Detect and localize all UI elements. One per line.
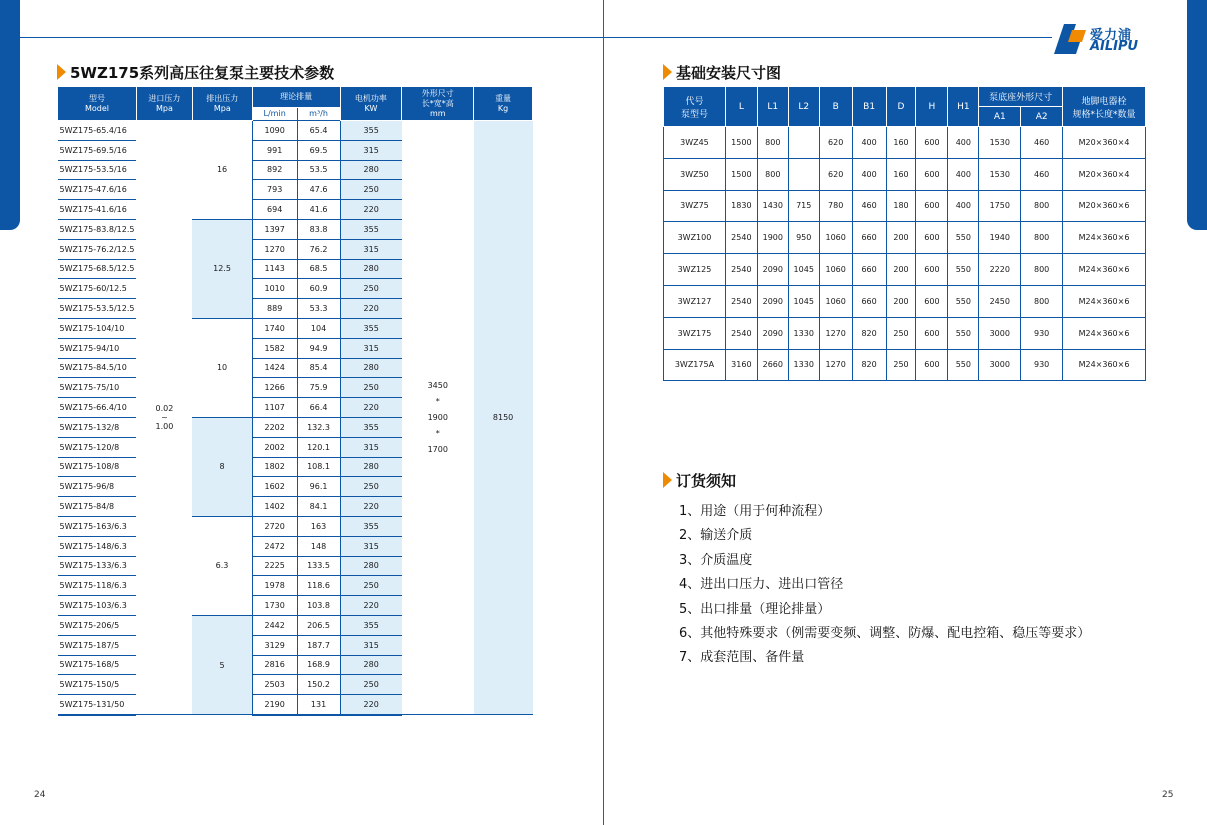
model-cell: 5WZ175-206/5: [58, 615, 137, 635]
power-cell: 315: [340, 140, 402, 160]
flow-m3h-cell: 96.1: [297, 477, 340, 497]
bolt-spec-cell: M24×360×6: [1063, 285, 1146, 317]
dim-header-base: 泵底座外形尺寸: [979, 87, 1063, 107]
power-cell: 220: [340, 398, 402, 418]
flow-lmin-cell: 2720: [252, 516, 297, 536]
dim-header-col: L: [725, 87, 757, 127]
order-note-item: 3、介质温度: [679, 552, 753, 568]
dimension-cell: 400: [948, 158, 979, 190]
dim-header-col: L2: [788, 87, 819, 127]
pump-model-cell: 3WZ175A: [664, 349, 726, 381]
flow-lmin-cell: 2503: [252, 675, 297, 695]
model-cell: 5WZ175-96/8: [58, 477, 137, 497]
section-marker-icon: [663, 472, 672, 488]
flow-m3h-cell: 83.8: [297, 219, 340, 239]
flow-m3h-cell: 76.2: [297, 239, 340, 259]
power-cell: 355: [340, 219, 402, 239]
order-notes-list: [679, 500, 1090, 671]
base-a2-cell: 930: [1021, 317, 1063, 349]
page-number-right: 25: [1162, 790, 1174, 800]
right-header-rule: [604, 37, 1052, 38]
dimension-cell: [788, 158, 819, 190]
base-a2-cell: 460: [1021, 158, 1063, 190]
flow-lmin-cell: 2190: [252, 695, 297, 715]
pump-model-cell: 3WZ127: [664, 285, 726, 317]
outlet-pressure-cell: 6.3: [192, 516, 252, 615]
dimension-cell: 600: [916, 190, 948, 222]
dimension-cell: 2540: [725, 317, 757, 349]
model-cell: 5WZ175-68.5/12.5: [58, 259, 137, 279]
model-cell: 5WZ175-132/8: [58, 417, 137, 437]
dimension-cell: 800: [757, 127, 788, 159]
flow-lmin-cell: 1010: [252, 279, 297, 299]
dimension-cell: 800: [757, 158, 788, 190]
flow-lmin-cell: 1107: [252, 398, 297, 418]
dimension-cell: 950: [788, 222, 819, 254]
model-cell: 5WZ175-150/5: [58, 675, 137, 695]
dimension-cell: 550: [948, 317, 979, 349]
power-cell: 355: [340, 417, 402, 437]
power-cell: 280: [340, 259, 402, 279]
dims-value-s2: *: [435, 428, 440, 438]
power-cell: 220: [340, 200, 402, 220]
power-cell: 280: [340, 457, 402, 477]
model-cell: 5WZ175-41.6/16: [58, 200, 137, 220]
power-cell: 250: [340, 477, 402, 497]
dimension-cell: 620: [819, 127, 852, 159]
base-a2-cell: 800: [1021, 254, 1063, 286]
inlet-pressure-cell: [136, 121, 192, 715]
flow-m3h-cell: 120.1: [297, 437, 340, 457]
model-cell: 5WZ175-131/50: [58, 695, 137, 715]
dims-section-title: [663, 62, 781, 83]
order-note-item: 6、其他特殊要求（例需要变频、调整、防爆、配电控箱、稳压等要求）: [679, 626, 1091, 642]
order-note-item: 1、用途（用于何种流程）: [679, 504, 831, 519]
model-cell: 5WZ175-84.5/10: [58, 358, 137, 378]
dimension-cell: 1330: [788, 317, 819, 349]
outlet-pressure-cell: 12.5: [192, 219, 252, 318]
flow-m3h-cell: 53.3: [297, 299, 340, 319]
dimension-cell: 660: [852, 254, 886, 286]
dim-header-col: B: [819, 87, 852, 127]
model-cell: 5WZ175-168/5: [58, 655, 137, 675]
flow-lmin-cell: 889: [252, 299, 297, 319]
pump-model-cell: 3WZ100: [664, 222, 726, 254]
power-cell: 280: [340, 358, 402, 378]
dim-header-col: L1: [757, 87, 788, 127]
model-cell: 5WZ175-60/12.5: [58, 279, 137, 299]
table-row: [58, 121, 533, 141]
flow-m3h-cell: 131: [297, 695, 340, 715]
dim-header-col: B1: [852, 87, 886, 127]
dimension-cell: 1500: [725, 127, 757, 159]
flow-lmin-cell: 1143: [252, 259, 297, 279]
model-cell: 5WZ175-118/6.3: [58, 576, 137, 596]
flow-lmin-cell: 1424: [252, 358, 297, 378]
left-page-tab: [0, 0, 20, 230]
dimension-cell: 780: [819, 190, 852, 222]
header-power: 电机功率 KW: [340, 87, 402, 121]
dimension-cell: 550: [948, 349, 979, 381]
brand-name-cn: 爱力浦: [1090, 28, 1133, 43]
table-row: [664, 254, 1146, 286]
flow-m3h-cell: 85.4: [297, 358, 340, 378]
flow-m3h-cell: 53.5: [297, 160, 340, 180]
table-row: [664, 158, 1146, 190]
base-a1-cell: 1530: [979, 127, 1021, 159]
flow-lmin-cell: 2442: [252, 615, 297, 635]
power-cell: 280: [340, 655, 402, 675]
logo-mark-icon: [1054, 24, 1086, 54]
base-a2-cell: 800: [1021, 285, 1063, 317]
table-row: [664, 349, 1146, 381]
dimension-cell: 400: [948, 190, 979, 222]
dimensions-cell: [402, 121, 474, 715]
order-note-item: 2、输送介质: [679, 528, 753, 544]
left-header-rule: [20, 37, 603, 38]
flow-lmin-cell: 1397: [252, 219, 297, 239]
dimension-cell: 2660: [757, 349, 788, 381]
flow-lmin-cell: 3129: [252, 635, 297, 655]
dims-value-s1: *: [435, 396, 440, 406]
dimension-cell: 200: [886, 222, 916, 254]
flow-lmin-cell: 1802: [252, 457, 297, 477]
flow-m3h-cell: 148: [297, 536, 340, 556]
power-cell: 355: [340, 121, 402, 141]
page-number-left: 24: [34, 790, 46, 800]
flow-m3h-cell: 75.9: [297, 378, 340, 398]
spec-table: [57, 86, 533, 716]
dimension-cell: 715: [788, 190, 819, 222]
outlet-pressure-cell: 8: [192, 417, 252, 516]
flow-m3h-cell: 66.4: [297, 398, 340, 418]
dimension-cell: 180: [886, 190, 916, 222]
dimension-cell: 660: [852, 285, 886, 317]
spec-title-text: 5WZ175系列高压往复泵主要技术参数: [70, 64, 335, 82]
section-marker-icon: [57, 64, 66, 80]
dimension-cell: 2090: [757, 285, 788, 317]
flow-lmin-cell: 2472: [252, 536, 297, 556]
dimension-cell: 550: [948, 254, 979, 286]
flow-m3h-cell: 94.9: [297, 338, 340, 358]
right-page-tab: [1187, 0, 1207, 230]
dimension-cell: 550: [948, 222, 979, 254]
dimension-cell: 1430: [757, 190, 788, 222]
dimension-cell: 550: [948, 285, 979, 317]
brand-logo: [1054, 22, 1154, 56]
power-cell: 315: [340, 437, 402, 457]
flow-lmin-cell: 1270: [252, 239, 297, 259]
flow-m3h-cell: 150.2: [297, 675, 340, 695]
dimension-cell: 200: [886, 285, 916, 317]
model-cell: 5WZ175-47.6/16: [58, 180, 137, 200]
base-a1-cell: 1940: [979, 222, 1021, 254]
dim-header-col: H: [916, 87, 948, 127]
dimension-cell: 160: [886, 127, 916, 159]
flow-lmin-cell: 1602: [252, 477, 297, 497]
flow-m3h-cell: 206.5: [297, 615, 340, 635]
header-dims: 外形尺寸 长*宽*高 mm: [402, 87, 474, 121]
dimension-cell: 1045: [788, 254, 819, 286]
dimension-cell: 400: [852, 127, 886, 159]
flow-m3h-cell: 104: [297, 318, 340, 338]
power-cell: 280: [340, 556, 402, 576]
base-a2-cell: 800: [1021, 190, 1063, 222]
dimension-cell: 400: [948, 127, 979, 159]
model-cell: 5WZ175-69.5/16: [58, 140, 137, 160]
dimension-table-body: [664, 127, 1146, 381]
inlet-value-top: 0.02: [155, 404, 174, 414]
dimension-cell: 1060: [819, 222, 852, 254]
flow-lmin-cell: 2002: [252, 437, 297, 457]
dim-header-col: H1: [948, 87, 979, 127]
flow-lmin-cell: 1266: [252, 378, 297, 398]
section-marker-icon: [663, 64, 672, 80]
dim-header-bolt: 地脚电器栓 规格*长度*数量: [1063, 87, 1146, 127]
power-cell: 220: [340, 497, 402, 517]
flow-m3h-cell: 60.9: [297, 279, 340, 299]
dimension-cell: 160: [886, 158, 916, 190]
order-note-item: 5、出口排量（理论排量）: [679, 601, 831, 617]
inlet-value-bottom: 1.00: [155, 422, 174, 432]
dimension-cell: 820: [852, 317, 886, 349]
bolt-spec-cell: M24×360×6: [1063, 349, 1146, 381]
power-cell: 355: [340, 318, 402, 338]
table-row: [664, 222, 1146, 254]
pump-model-cell: 3WZ75: [664, 190, 726, 222]
dims-value-w: 1900: [427, 412, 448, 422]
power-cell: 315: [340, 635, 402, 655]
dimension-cell: 2540: [725, 254, 757, 286]
outlet-pressure-cell: 5: [192, 615, 252, 714]
dimension-cell: 600: [916, 158, 948, 190]
page-spine: [603, 0, 604, 825]
model-cell: 5WZ175-94/10: [58, 338, 137, 358]
dimension-cell: 600: [916, 254, 948, 286]
bolt-spec-cell: M20×360×6: [1063, 190, 1146, 222]
dim-header-code: 代号 泵型号: [664, 87, 726, 127]
dimension-cell: 600: [916, 349, 948, 381]
power-cell: 315: [340, 536, 402, 556]
bolt-spec-cell: M20×360×4: [1063, 127, 1146, 159]
order-title-text: 订货须知: [676, 472, 737, 490]
model-cell: 5WZ175-65.4/16: [58, 121, 137, 141]
pump-model-cell: 3WZ175: [664, 317, 726, 349]
pump-model-cell: 3WZ125: [664, 254, 726, 286]
flow-lmin-cell: 892: [252, 160, 297, 180]
base-a1-cell: 2220: [979, 254, 1021, 286]
bolt-spec-cell: M24×360×6: [1063, 254, 1146, 286]
model-cell: 5WZ175-108/8: [58, 457, 137, 477]
header-flow-lmin: L/min: [252, 108, 297, 121]
model-cell: 5WZ175-133/6.3: [58, 556, 137, 576]
dimension-cell: 2090: [757, 317, 788, 349]
model-cell: 5WZ175-76.2/12.5: [58, 239, 137, 259]
model-cell: 5WZ175-163/6.3: [58, 516, 137, 536]
spec-table-body: [58, 121, 533, 715]
order-note-item: 4、进出口压力、进出口管径: [679, 577, 844, 593]
flow-m3h-cell: 84.1: [297, 497, 340, 517]
dimension-cell: 1045: [788, 285, 819, 317]
outlet-pressure-cell: 16: [192, 121, 252, 220]
power-cell: 250: [340, 378, 402, 398]
flow-lmin-cell: 1402: [252, 497, 297, 517]
power-cell: 315: [340, 239, 402, 259]
flow-lmin-cell: 1582: [252, 338, 297, 358]
pump-model-cell: 3WZ50: [664, 158, 726, 190]
header-inlet: 进口压力 Mpa: [136, 87, 192, 121]
power-cell: 315: [340, 338, 402, 358]
flow-m3h-cell: 187.7: [297, 635, 340, 655]
base-a1-cell: 1530: [979, 158, 1021, 190]
base-a1-cell: 3000: [979, 317, 1021, 349]
dimension-cell: 2540: [725, 285, 757, 317]
brand-name-en: AILIPU: [1090, 39, 1139, 54]
order-section-title: [663, 470, 736, 491]
dimension-cell: 600: [916, 317, 948, 349]
flow-m3h-cell: 168.9: [297, 655, 340, 675]
power-cell: 355: [340, 615, 402, 635]
flow-lmin-cell: 1740: [252, 318, 297, 338]
model-cell: 5WZ175-120/8: [58, 437, 137, 457]
dimension-cell: 200: [886, 254, 916, 286]
header-weight: 重量 Kg: [474, 87, 533, 121]
dim-header-a2: A2: [1021, 107, 1063, 127]
dimension-cell: 1060: [819, 285, 852, 317]
power-cell: 220: [340, 596, 402, 616]
model-cell: 5WZ175-187/5: [58, 635, 137, 655]
dimension-cell: 1060: [819, 254, 852, 286]
flow-lmin-cell: 1978: [252, 576, 297, 596]
power-cell: 250: [340, 180, 402, 200]
dim-header-a1: A1: [979, 107, 1021, 127]
dimension-cell: 1830: [725, 190, 757, 222]
table-row: [664, 285, 1146, 317]
flow-lmin-cell: 991: [252, 140, 297, 160]
header-flow: 理论排量: [252, 87, 340, 108]
dimension-cell: 2090: [757, 254, 788, 286]
flow-lmin-cell: 793: [252, 180, 297, 200]
dims-value-l: 3450: [427, 380, 448, 390]
table-row: [664, 317, 1146, 349]
model-cell: 5WZ175-104/10: [58, 318, 137, 338]
flow-lmin-cell: 694: [252, 200, 297, 220]
dims-value-h: 1700: [427, 444, 448, 454]
dimension-cell: 1900: [757, 222, 788, 254]
dimension-cell: 250: [886, 349, 916, 381]
base-a1-cell: 1750: [979, 190, 1021, 222]
dim-header-col: D: [886, 87, 916, 127]
bolt-spec-cell: M24×360×6: [1063, 317, 1146, 349]
model-cell: 5WZ175-84/8: [58, 497, 137, 517]
model-cell: 5WZ175-148/6.3: [58, 536, 137, 556]
base-a2-cell: 930: [1021, 349, 1063, 381]
flow-m3h-cell: 118.6: [297, 576, 340, 596]
flow-lmin-cell: 1730: [252, 596, 297, 616]
flow-m3h-cell: 47.6: [297, 180, 340, 200]
inlet-value-mid: ~: [161, 413, 168, 423]
dimension-cell: 600: [916, 222, 948, 254]
dimension-cell: 1500: [725, 158, 757, 190]
dimension-cell: 600: [916, 127, 948, 159]
dimension-cell: 660: [852, 222, 886, 254]
dimension-table: [663, 86, 1146, 381]
dims-title-text: 基础安装尺寸图: [676, 64, 782, 82]
base-a1-cell: 3000: [979, 349, 1021, 381]
order-note-item: 7、成套范围、备件量: [679, 650, 805, 666]
power-cell: 280: [340, 160, 402, 180]
flow-lmin-cell: 2816: [252, 655, 297, 675]
dimension-cell: 1270: [819, 349, 852, 381]
power-cell: 250: [340, 576, 402, 596]
dimension-cell: 460: [852, 190, 886, 222]
dimension-cell: 1330: [788, 349, 819, 381]
power-cell: 250: [340, 279, 402, 299]
dimension-cell: 3160: [725, 349, 757, 381]
power-cell: 220: [340, 299, 402, 319]
flow-m3h-cell: 65.4: [297, 121, 340, 141]
dimension-cell: 2540: [725, 222, 757, 254]
model-cell: 5WZ175-53.5/12.5: [58, 299, 137, 319]
dimension-cell: 400: [852, 158, 886, 190]
model-cell: 5WZ175-75/10: [58, 378, 137, 398]
dimension-cell: 1270: [819, 317, 852, 349]
flow-lmin-cell: 2225: [252, 556, 297, 576]
flow-m3h-cell: 108.1: [297, 457, 340, 477]
header-model: 型号 Model: [58, 87, 137, 121]
flow-m3h-cell: 103.8: [297, 596, 340, 616]
flow-m3h-cell: 69.5: [297, 140, 340, 160]
base-a2-cell: 800: [1021, 222, 1063, 254]
table-row: [664, 190, 1146, 222]
flow-m3h-cell: 133.5: [297, 556, 340, 576]
model-cell: 5WZ175-103/6.3: [58, 596, 137, 616]
flow-m3h-cell: 41.6: [297, 200, 340, 220]
outlet-pressure-cell: 10: [192, 318, 252, 417]
model-cell: 5WZ175-53.5/16: [58, 160, 137, 180]
dimension-cell: [788, 127, 819, 159]
pump-model-cell: 3WZ45: [664, 127, 726, 159]
flow-lmin-cell: 2202: [252, 417, 297, 437]
header-flow-m3h: m³/h: [297, 108, 340, 121]
spec-section-title: [57, 62, 334, 83]
header-outlet: 排出压力 Mpa: [192, 87, 252, 121]
base-a2-cell: 460: [1021, 127, 1063, 159]
flow-m3h-cell: 68.5: [297, 259, 340, 279]
bolt-spec-cell: M20×360×4: [1063, 158, 1146, 190]
dimension-cell: 820: [852, 349, 886, 381]
table-row: [664, 127, 1146, 159]
weight-cell: 8150: [474, 121, 533, 715]
power-cell: 220: [340, 695, 402, 715]
power-cell: 250: [340, 675, 402, 695]
flow-m3h-cell: 163: [297, 516, 340, 536]
model-cell: 5WZ175-66.4/10: [58, 398, 137, 418]
base-a1-cell: 2450: [979, 285, 1021, 317]
flow-lmin-cell: 1090: [252, 121, 297, 141]
bolt-spec-cell: M24×360×6: [1063, 222, 1146, 254]
power-cell: 355: [340, 516, 402, 536]
model-cell: 5WZ175-83.8/12.5: [58, 219, 137, 239]
dimension-cell: 600: [916, 285, 948, 317]
flow-m3h-cell: 132.3: [297, 417, 340, 437]
dimension-cell: 620: [819, 158, 852, 190]
dimension-cell: 250: [886, 317, 916, 349]
